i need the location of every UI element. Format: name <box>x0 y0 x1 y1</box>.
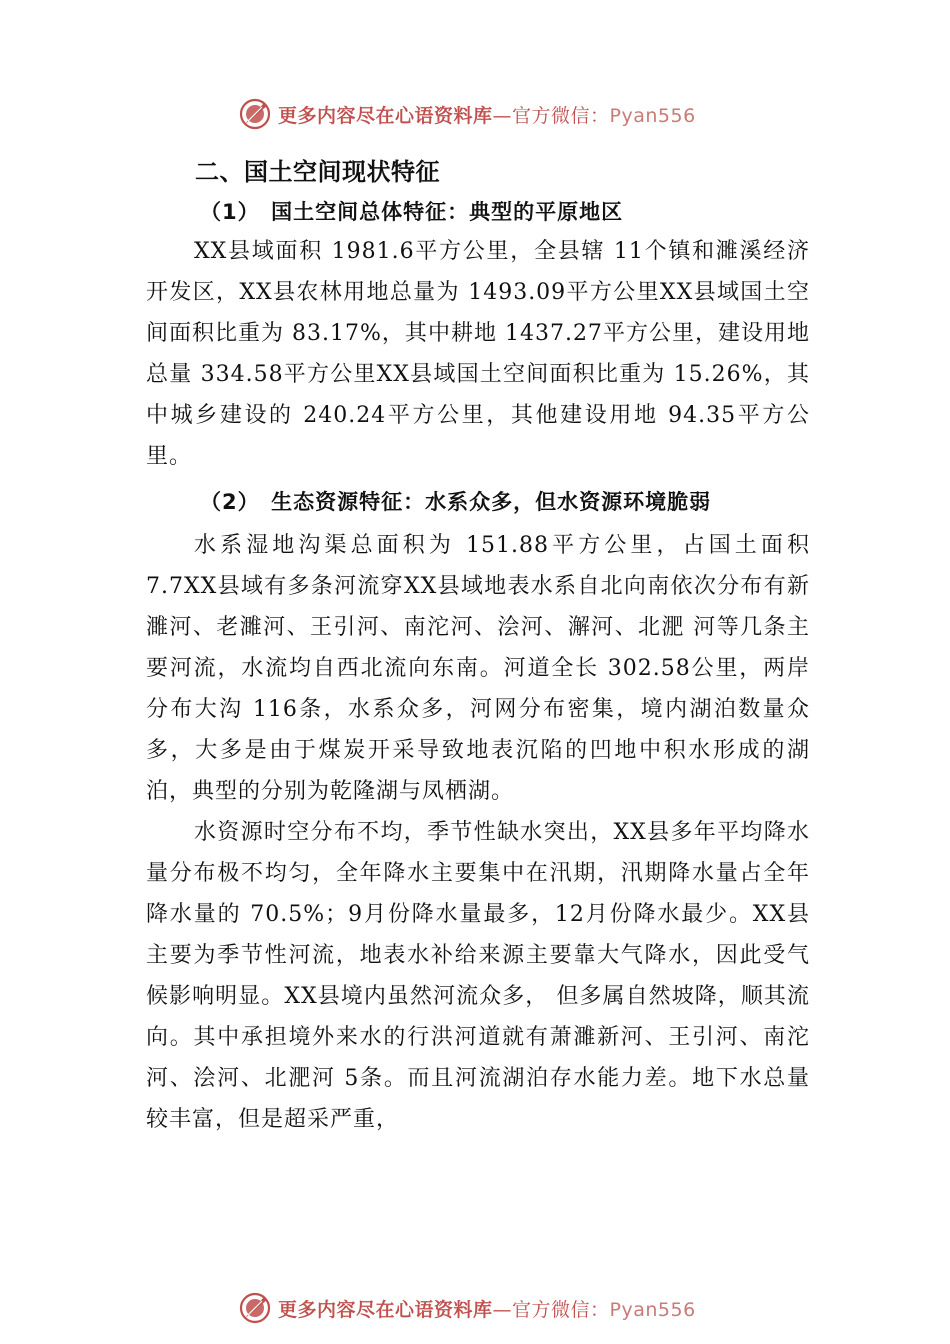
header-banner <box>238 94 696 134</box>
banner-wechat-id: Pyan556 <box>609 1298 696 1321</box>
banner-highlight: 更多内容尽在心语资料库 <box>278 104 493 127</box>
subsection-heading-2: （2） 生态资源特征：水系众多，但水资源环境脆弱 <box>200 490 712 514</box>
body-paragraph: 水资源时空分布不均，季节性缺水突出，XX县多年平均降水量分布极不均匀，全年降水主要集中在汛期，汛期降水量占全年降水量的 70.5%；9月份降水量最多，12月份降水最少。XX县主要为季节性河流，地表水补给来源主要靠大气降水，因此受气候影响明显。XX县境内虽然河流众多， 但多属自然坡降，顺其流向。其中承担境外来水的行洪河道就有萧濉新河、王引河、南沱河、浍河、北淝河 5条。而且河流湖泊存水能力差。地下水总量较丰富，但是超采严重， <box>146 820 810 1132</box>
body-paragraph: 水系湿地沟渠总面积为 151.88平方公里，占国土面积7.7XX县域有多条河流穿XX县域地表水系自北向南依次分布有新濉河、老濉河、王引河、南沱河、浍河、澥河、北淝 河等几条主要河流，水流均自西北流向东南。河道全长 302.58公里，两岸分布大沟 116条，水系众多，河网分布密集，境内湖泊数量众多，大多是由于煤炭开采导致地表沉陷的凹地中积水形成的湖泊，典型的分别为乾隆湖与凤栖湖。 <box>146 533 810 804</box>
feather-pen-seal-icon <box>238 97 272 131</box>
subsection-heading-1: （1） 国土空间总体特征：典型的平原地区 <box>200 200 624 224</box>
banner-text <box>278 1295 696 1322</box>
footer-banner <box>238 1288 696 1328</box>
banner-wechat-id: Pyan556 <box>609 104 696 127</box>
banner-text <box>278 101 696 128</box>
banner-rest: —官方微信： <box>492 1298 610 1321</box>
feather-pen-seal-icon <box>238 1291 272 1325</box>
banner-rest: —官方微信： <box>492 104 610 127</box>
banner-highlight: 更多内容尽在心语资料库 <box>278 1298 493 1321</box>
section-heading: 二、国土空间现状特征 <box>195 158 440 186</box>
body-paragraph: XX县域面积 1981.6平方公里，全县辖 11个镇和濉溪经济开发区，XX县农林用地总量为 1493.09平方公里XX县域国土空间面积比重为 83.17%，其中耕地 1437.27平方公里，建设用地总量 334.58平方公里XX县域国土空间面积比重为 15.26%，其中城乡建设的 240.24平方公里，其他建设用地 94.35平方公里。 <box>146 239 810 469</box>
